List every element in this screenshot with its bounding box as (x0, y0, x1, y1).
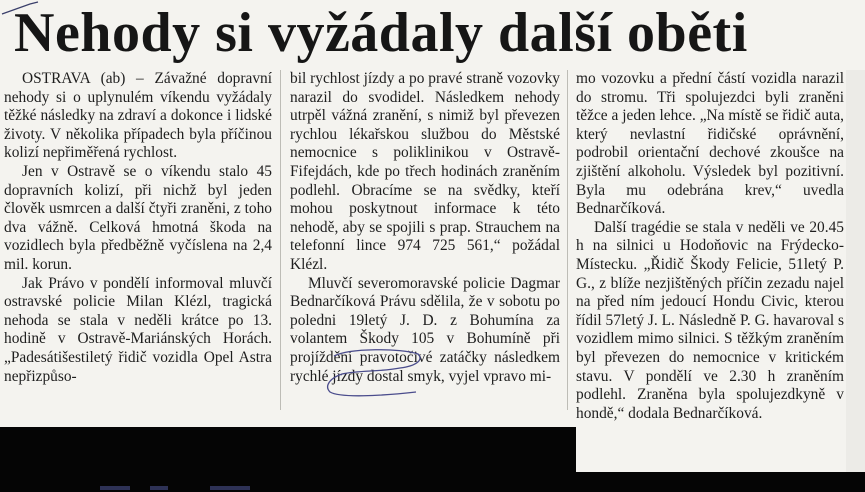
article-column-3 (576, 70, 844, 423)
article-column-1 (4, 70, 272, 386)
column-divider (280, 70, 281, 410)
paragraph: Další tragédie se stala v neděli ve 20.45 h na silnici u Hodoňovic na Frýdecko-Místecku. „Řidič Škody Felicie, 51letý P. G., z blíže nezjištěných příčin zezadu najel na před ním jedoucí Hondu Civic, kterou řídil 57letý J. L. Následně P. G. havaroval s vozidlem mimo silnici. S těžkým zraněním byl převezen do nemocnice v kritickém stavu. V pondělí ve 2.30 h zraněním podlehl. Zraněna byla spolujezdkyně v hondě,“ dodala Bednarčíková. (576, 218, 844, 422)
paragraph: Jen v Ostravě se o víkendu stalo 45 dopravních kolizí, při nichž byl jeden člověk usmrcen a další čtyři zraněni, z toho dva vážně. Celková hmotná škoda na vozidlech byla předběžně vyčíslena na 2,4 mil. korun. (4, 162, 272, 273)
page-edge (846, 70, 865, 472)
paragraph: Mluvčí severomoravské policie Dagmar Bednarčíková Právu sdělila, že v sobotu po poledni 19letý J. D. z Bohumína za volantem Škody 105 v Bohumíně při projíždění pravotočivé zatáčky následkem rychlé jízdy dostal smyk, vyjel vpravo mi- (290, 274, 560, 385)
paragraph: Jak Právo v pondělí informoval mluvčí ostravské policie Milan Klézl, tragická nehoda se stala v neděli krátce po 13. hodině v Ostravě-Mariánských Horách. „Padesátišestiletý řidič vozidla Opel Astra nepřizpůso- (4, 274, 272, 385)
column-divider (567, 70, 568, 410)
bottom-fragment (100, 485, 260, 492)
scan-border-black (0, 427, 576, 492)
article-headline: Nehody si vyžádaly další oběti (14, 2, 748, 64)
paragraph: bil rychlost jízdy a po pravé straně vozovky narazil do svodidel. Následkem nehody utrpěl vážná zranění, s nimiž byl převezen rychlou lékařskou službou do Městské nemocnice s poliklinikou v Ostravě-Fifejdách, kde po třech hodinách zraněním podlehl. Obracíme se na svědky, kteří mohou poskytnout informace k této nehodě, aby se spojili s prap. Strauchem na telefonní lince 974 725 561,“ požádal Klézl. (290, 70, 560, 273)
scan-border-black (576, 472, 865, 492)
paragraph: mo vozovku a přední částí vozidla narazil do stromu. Tři spolujezdci byli zraněni těžce a jeden lehce. „Na místě se řidič auta, který nevlastní řidičské oprávnění, podrobil orientační dechové zkoušce na zjištění alkoholu. Výsledek byl pozitivní. Byla mu odebrána krev,“ uvedla Bednarčíková. (576, 70, 844, 218)
article-column-2 (290, 70, 560, 386)
paragraph: OSTRAVA (ab) – Závažné dopravní nehody si o uplynulém víkendu vyžádaly těžké následky na zdraví a dokonce i lidské životy. V několika případech byla příčinou kolizí nepřiměřená rychlost. (4, 70, 272, 162)
